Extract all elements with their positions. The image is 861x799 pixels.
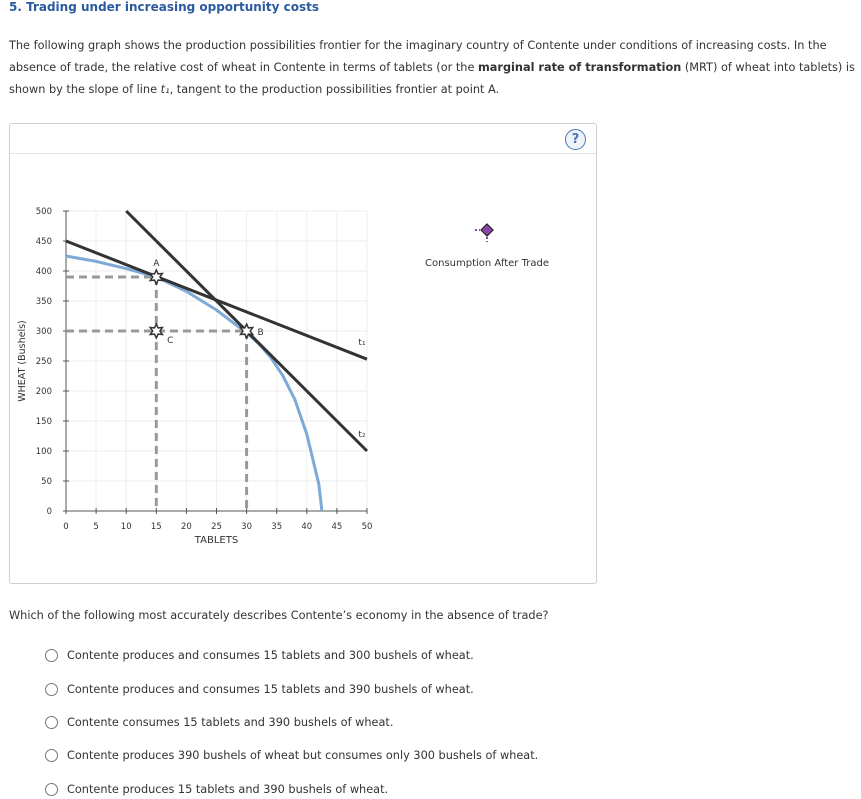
option-2[interactable] [45, 682, 474, 698]
point-a-label: A [153, 259, 160, 269]
radio-button[interactable] [45, 649, 58, 662]
x-tick-label: 10 [120, 522, 132, 532]
y-tick-label: 200 [35, 387, 52, 397]
point-c-marker [150, 324, 162, 338]
option-label: Contente produces and consumes 15 tablets and 390 bushels of wheat. [67, 683, 474, 696]
intro-text-1: The following graph shows the production possibilities frontier for the imaginary country of Contente under conditions of increasing costs. In the absence of trade, the relative cost of wheat in Contente in terms of tablets (or the [9, 39, 827, 74]
option-label: Contente consumes 15 tablets and 390 bushels of wheat. [67, 716, 394, 729]
ppf-chart [10, 124, 596, 583]
point-a-marker [150, 270, 162, 284]
y-tick-label: 500 [35, 207, 52, 217]
tangent-label-1: t₁ [358, 338, 366, 349]
x-tick-label: 50 [361, 522, 373, 532]
y-tick-label: 150 [35, 417, 52, 427]
y-tick-label: 350 [35, 297, 52, 307]
y-tick-label: 400 [35, 267, 52, 277]
question-text: Which of the following most accurately describes Contente’s economy in the absence of trade? [9, 609, 549, 622]
radio-button[interactable] [45, 716, 58, 729]
point-c-label: C [167, 336, 174, 346]
y-tick-label: 0 [46, 507, 52, 517]
x-tick-label: 40 [301, 522, 313, 532]
option-4[interactable] [45, 748, 538, 764]
x-tick-label: 0 [63, 522, 69, 532]
ppf-curve [66, 256, 322, 511]
legend-label: Consumption After Trade [425, 258, 549, 269]
x-tick-label: 5 [93, 522, 99, 532]
x-tick-label: 25 [211, 522, 222, 532]
x-tick-label: 30 [241, 522, 253, 532]
x-tick-label: 15 [150, 522, 162, 532]
y-tick-label: 300 [35, 327, 52, 337]
question-mark-icon[interactable]: ? [565, 129, 586, 150]
y-tick-label: 100 [35, 447, 52, 457]
diamond-icon [481, 224, 493, 236]
point-b-label: B [257, 328, 264, 338]
y-tick-label: 50 [41, 477, 52, 487]
option-label: Contente produces and consumes 15 tablets and 300 bushels of wheat. [67, 649, 474, 662]
intro-t1: t₁ [160, 83, 170, 96]
radio-button[interactable] [45, 749, 58, 762]
y-tick-label: 250 [35, 357, 52, 367]
x-axis-label: TABLETS [194, 535, 239, 546]
option-label: Contente produces 390 bushels of wheat but consumes only 300 bushels of wheat. [67, 749, 539, 762]
option-5[interactable] [45, 782, 388, 798]
x-tick-label: 20 [180, 522, 192, 532]
y-axis-label: WHEAT (Bushels) [17, 320, 28, 402]
intro-text-2: (MRT) of wheat into tablets) is shown by the slope of line [9, 61, 855, 96]
x-tick-label: 45 [331, 522, 343, 532]
intro-text-3: , tangent to the production possibilities frontier at point A. [169, 83, 500, 96]
option-label: Contente produces 15 tablets and 390 bushels of wheat. [67, 783, 389, 796]
y-tick-label: 450 [35, 237, 52, 247]
option-1[interactable] [45, 648, 474, 664]
radio-button[interactable] [45, 783, 58, 796]
intro-bold-term: marginal rate of transformation [478, 61, 682, 74]
graph-panel [9, 123, 597, 584]
x-tick-label: 35 [271, 522, 283, 532]
question-intro [9, 35, 859, 101]
radio-button[interactable] [45, 683, 58, 696]
option-3[interactable] [45, 715, 393, 731]
tangent-label-2: t₂ [358, 430, 366, 440]
question-title: 5. Trading under increasing opportunity costs [9, 0, 320, 14]
